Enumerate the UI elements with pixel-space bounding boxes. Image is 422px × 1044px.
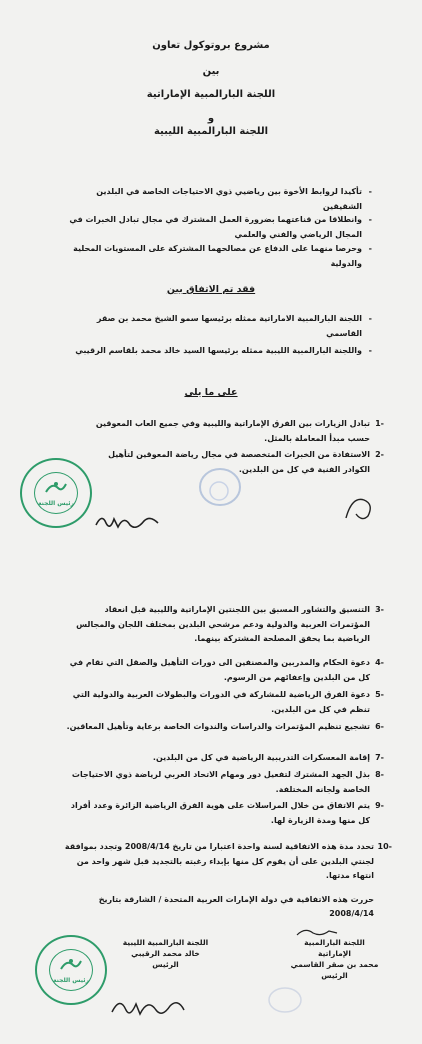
signatory-libya: اللجنة البارالمبية الليبية خالد محمد الرقيبي الرئيس	[122, 938, 209, 969]
committee-seal: رئيس اللجنة	[20, 458, 92, 528]
clause-item: -6 تشجيع تنظيم المؤتمرات والدراسات والندوات الخاصة برعاية وتأهيل المعاقين.	[66, 722, 384, 731]
clause-item: -8 بذل الجهد المشترك لتفعيل دور ومهام الاتحاد العربي لرياضة ذوي الاحتياجات الخاصة ولجانه المختلفة.	[71, 770, 384, 794]
agreed-heading: فقد تم الاتفاق بين	[166, 284, 256, 295]
clause-item: -9 يتم الاتفاق من خلال المراسلات على هوية الفرق الرياضية الزائرة وعدد أفراد كل منها ومدة الزيارة لها.	[70, 801, 384, 825]
signature-icon	[295, 925, 340, 939]
preamble-item: - وحرصا منهما على الدفاع عن مصالحهما المشتركة على المستويات المحلية والدولية	[73, 244, 372, 268]
committee-seal: رئيس اللجنة	[35, 935, 107, 1005]
title-and: و	[207, 113, 215, 124]
signature-icon	[92, 505, 162, 535]
clause-item: -4 دعوة الحكام والمدربين والمصنفين الى دورات التأهيل والصقل التي تقام في كل من البلدين وإعفائهم من الرسوم.	[69, 658, 384, 682]
title-between: بين	[202, 66, 220, 77]
signature-icon	[108, 990, 188, 1022]
seal-emblem-icon	[57, 955, 85, 977]
on-heading: على ما يلي	[184, 387, 238, 398]
party-uae: - اللجنة البارالمبية الاماراتية ممثله برئيسها سمو الشيخ محمد بن صقر القاسمي	[96, 314, 372, 338]
clause-item: -1 تبادل الزيارات بين الفرق الإماراتية والليبية وفي جميع العاب المعوقين حسب مبدأ المعاملة بالمثل.	[95, 419, 384, 443]
signatory-uae: اللجنة البارالمبية الإماراتية محمد بن صقر القاسمي الرئيس	[290, 938, 379, 980]
preamble-item: - تأكيدا لروابط الأخوة بين رياضيي ذوي الاحتياجات الخاصة في البلدين الشقيقين	[96, 187, 372, 211]
signature-icon	[340, 490, 385, 525]
title-libya-committee: اللجنة البارالمبية الليبية	[153, 126, 269, 137]
preamble-item: - وانطلاقا من قناعتهما بضرورة العمل المشترك في مجال تبادل الخبرات في المجال الرياضي والفني والعلمي	[69, 215, 372, 239]
clause-item: -2 الاستفادة من الخبرات المتخصصة في مجال رياضة المعوقين لتأهيل الكوادر الفنية في كل من البلدين.	[108, 450, 384, 474]
party-libya: - واللجنة البارالمبية الليبية ممثله برئيسها السيد خالد محمد بلقاسم الرقيبي	[75, 346, 372, 355]
document-title: مشروع بروتوكول تعاون	[152, 40, 270, 51]
closing-date: 2008/4/14	[329, 909, 374, 918]
clause-item: -7 إقامة المعسكرات التدريبية الرياضية في كل من البلدين.	[152, 753, 384, 762]
faded-stamp-icon	[265, 985, 305, 1015]
clause-item-duration: -10 تحدد مدة هذه الاتفاقية لسنة واحدة اعتبارا من تاريخ 2008/4/14 وتجدد بموافقة لجنتي البلدين على أن يقوم كل منها بإبداء رغبته بالتجديد قبل شهر واحد من انتهاء مدتها.	[64, 842, 392, 880]
closing-statement: حررت هذه الاتفاقية في دولة الإمارات العربية المتحدة / الشارقة بتاريخ	[98, 895, 374, 904]
clause-item: -5 دعوة الفرق الرياضية للمشاركة في الدورات والبطولات العربية والدولية التي تنظم في كل من البلدين.	[72, 690, 384, 714]
clause-item: -3 التنسيق والتشاور المسبق بين اللجنتين الإماراتية والليبية قبل انعقاد المؤتمرات العربية والدولية ودعم مرشحي البلدين بمختلف اللجان والمجالس الرياضية بما يحقق المصلحة المشتركة بينهما.	[76, 605, 384, 643]
faded-stamp-icon	[195, 465, 245, 510]
title-uae-committee: اللجنة البارالمبية الإماراتية	[146, 89, 276, 100]
seal-emblem-icon	[42, 478, 70, 500]
